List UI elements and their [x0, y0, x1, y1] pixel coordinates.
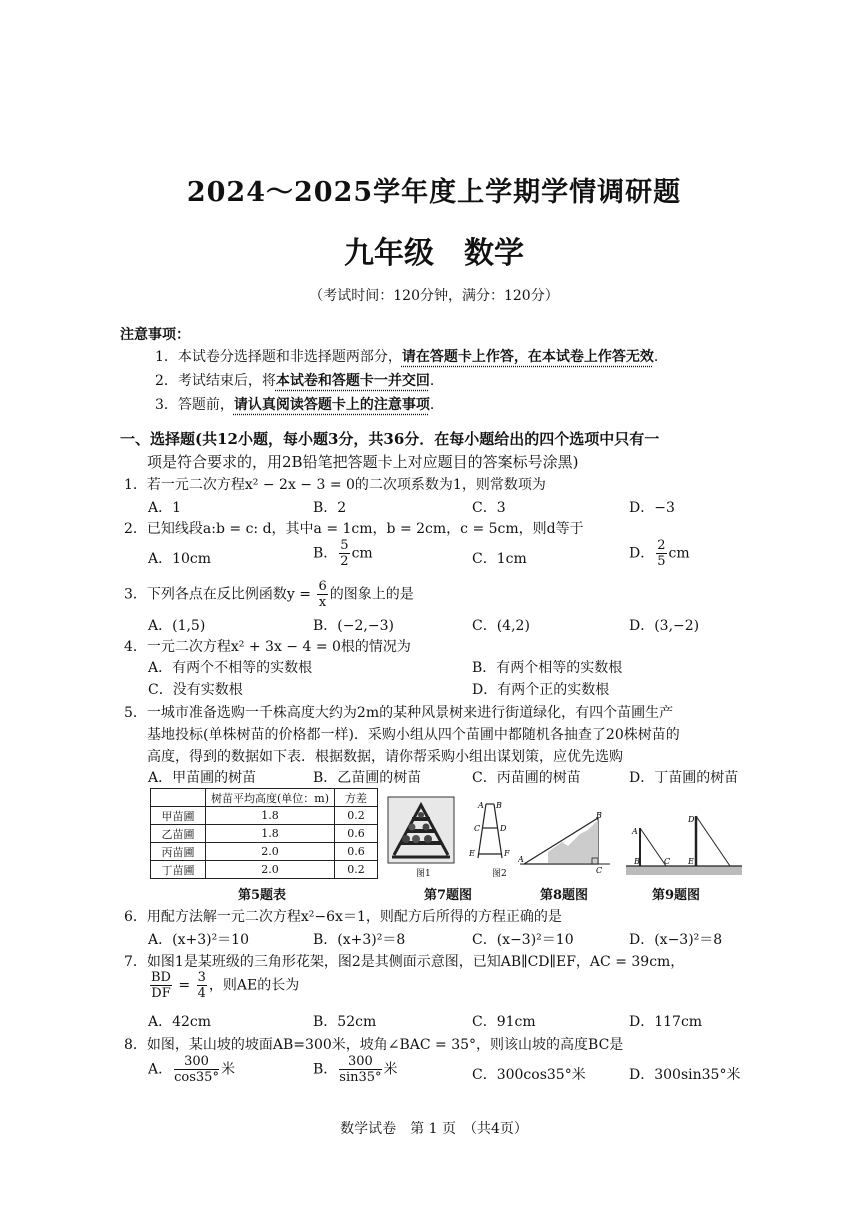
q7-option-a: A．42cm: [148, 1014, 212, 1030]
question-5-line3: 高度，得到的数据如下表．根据数据，请你帮采购小组出谋划策，应优先选购: [147, 749, 623, 765]
question-5-table: [150, 788, 378, 879]
fraction-denominator: x: [318, 595, 327, 610]
q1-option-c: C．3: [472, 500, 506, 516]
table-cell: 丁苗圃: [151, 861, 206, 879]
fraction-numerator: 300: [339, 1054, 381, 1070]
question-5-line2: 基地投标(单株树苗的价格都一样)．采购小组从四个苗圃中都随机各抽查了20株树苗的: [147, 727, 680, 743]
notice-text: ．: [653, 349, 668, 365]
table-cell: 丙苗圃: [151, 843, 206, 861]
fraction-denominator: 2: [340, 554, 349, 569]
question-7-line1: 7．如图1是某班级的三角形花架，图2是其侧面示意图，已知AB∥CD∥EF，AC = 39cm，: [124, 954, 685, 970]
table-row: [151, 843, 378, 861]
q6-option-a: A．(x+3)²＝10: [148, 932, 249, 948]
figure-8-caption: 第8题图: [540, 888, 589, 903]
q3-option-b: B．(−2,−3): [313, 618, 394, 634]
q1-option-b: B．2: [313, 500, 347, 516]
notice-item-2: [155, 370, 444, 390]
fraction: [197, 970, 207, 1001]
q7-option-b: B．52cm: [313, 1014, 377, 1030]
q3-option-c: C．(4,2): [472, 618, 530, 634]
fraction-numerator: BD: [151, 970, 171, 985]
notice-emphasis: 请在答题卡上作答，在本试卷上作答无效: [401, 349, 654, 365]
fraction: [317, 579, 327, 610]
table-cell: 0.6: [335, 825, 378, 843]
notice-emphasis: 请认真阅读答题卡上的注意事项: [233, 397, 430, 413]
question-6-stem: 6．用配方法解一元二次方程x²−6x＝1，则配方后所得的方程正确的是: [124, 909, 562, 925]
unit: cm: [351, 545, 373, 562]
q6-option-b: B．(x+3)²＝8: [313, 932, 406, 948]
point-label: B: [596, 812, 602, 820]
q4-option-d: D．有两个正的实数根: [472, 682, 610, 698]
table-cell: 1.8: [206, 807, 335, 825]
fraction-denominator: DF: [151, 986, 171, 1001]
table-cell: 0.6: [335, 843, 378, 861]
page-subtitle: 九年级 数学: [344, 236, 524, 271]
fraction: [150, 970, 172, 1001]
unit: 米: [383, 1061, 398, 1078]
point-label: A: [632, 827, 638, 836]
q6-option-c: C．(x−3)²＝10: [472, 932, 574, 948]
page-title: 2024～2025学年度上学期学情调研题: [186, 177, 682, 208]
question-2-stem: 2．已知线段a:b = c: d，其中a = 1cm，b = 2cm，c = 5cm，则d等于: [124, 521, 584, 537]
q8-option-c: C．300cos35°米: [472, 1067, 586, 1083]
q4-option-a: A．有两个不相等的实数根: [148, 660, 313, 676]
point-label: C: [596, 866, 603, 874]
notice-text: 1．本试卷分选择题和非选择题两部分，: [155, 349, 402, 365]
option-label: A．: [148, 1061, 173, 1078]
q3-option-a: A．(1,5): [148, 618, 206, 634]
point-label: A: [518, 855, 524, 864]
fig2-label: 图2: [492, 869, 507, 879]
section-heading-line2: 项是符合要求的，用2B铅笔把答题卡上对应题目的答案标号涂黑): [147, 453, 579, 471]
point-label: F: [504, 849, 510, 858]
fraction-denominator: 4: [197, 986, 206, 1001]
exam-meta: （考试时间：120分钟，满分：120分）: [309, 288, 559, 304]
question-4-stem: 4．一元二次方程x² + 3x − 4 = 0根的情况为: [124, 639, 411, 655]
table-cell: 乙苗圃: [151, 825, 206, 843]
q4-option-c: C．没有实数根: [148, 682, 243, 698]
question-8-stem: 8．如图，某山坡的坡面AB=300米，坡角∠BAC = 35°，则该山坡的高度BC是: [124, 1037, 624, 1053]
table-header-cell: 方差: [335, 789, 378, 807]
point-label: B: [496, 801, 502, 810]
q7-option-d: D．117cm: [629, 1014, 703, 1030]
figure-7-caption: 第7题图: [424, 888, 473, 903]
fraction-numerator: 2: [657, 538, 666, 553]
flower-rack-photo: [386, 795, 456, 865]
q8-option-b: [313, 1054, 398, 1085]
q2-option-d: [629, 538, 690, 569]
stem-text: 的图象上的是: [329, 586, 414, 603]
notice-text: ．: [429, 397, 444, 413]
q2-option-a: A．10cm: [148, 551, 212, 567]
flower-rack-diagram: [466, 798, 518, 868]
q3-option-d: D．(3,−2): [629, 618, 700, 634]
q5-option-a: A．甲苗圃的树苗: [148, 770, 257, 786]
shadow-diagram: [626, 808, 742, 878]
notice-heading: 注意事项：: [120, 327, 190, 343]
unit: 米: [220, 1061, 235, 1078]
fraction: [174, 1054, 219, 1085]
table-cell: 2.0: [206, 843, 335, 861]
table-header-cell: [151, 789, 206, 807]
unit: cm: [668, 545, 690, 562]
notice-item-3: [155, 394, 444, 414]
fraction-denominator: sin35°: [339, 1070, 382, 1085]
fig1-label: 图1: [416, 869, 431, 879]
question-1-stem: 1．若一元二次方程x² − 2x − 3 = 0的二次项系数为1，则常数项为: [124, 477, 546, 493]
point-label: A: [478, 801, 484, 810]
stem-text: ，则AE的长为: [208, 977, 300, 994]
table-header-cell: 树苗平均高度(单位：m): [206, 789, 335, 807]
fraction-numerator: 3: [197, 970, 206, 985]
table-cell: 1.8: [206, 825, 335, 843]
table-row: [151, 807, 378, 825]
fraction-numerator: 300: [174, 1054, 219, 1070]
point-label: C: [474, 824, 481, 833]
notice-item-1: [155, 346, 668, 366]
table-row: [151, 861, 378, 879]
q5-option-c: C．丙苗圃的树苗: [472, 770, 581, 786]
option-label: B．: [313, 1061, 338, 1078]
point-label: D: [500, 824, 507, 833]
question-7-line2: [148, 970, 299, 1001]
point-label: D: [688, 815, 695, 824]
fraction: [339, 1054, 381, 1085]
table-cell: 0.2: [335, 861, 378, 879]
point-label: B: [634, 857, 640, 866]
q5-option-b: B．乙苗圃的树苗: [313, 770, 422, 786]
option-label: D．: [629, 545, 655, 562]
q4-option-b: B．有两个相等的实数根: [472, 660, 623, 676]
point-label: E: [469, 849, 475, 858]
fraction-numerator: 6: [318, 579, 327, 594]
fraction: [656, 538, 666, 569]
q2-option-b: [313, 538, 373, 569]
q1-option-d: D．−3: [629, 500, 675, 516]
option-label: B．: [313, 545, 338, 562]
page-footer: 数学试卷 第 1 页 （共4页）: [340, 1121, 528, 1137]
table-5-caption: 第5题表: [238, 888, 287, 903]
notice-text: 2．考试结束后，将: [155, 373, 276, 389]
q8-option-a: [148, 1054, 235, 1085]
table-header-row: [151, 789, 378, 807]
table-row: [151, 825, 378, 843]
notice-text: 3．答题前，: [155, 397, 234, 413]
fraction-denominator: cos35°: [174, 1070, 219, 1085]
stem-text: =: [173, 977, 195, 994]
section-heading-line1: [120, 428, 659, 449]
stem-text: 3．下列各点在反比例函数y =: [124, 586, 316, 603]
fraction: [339, 538, 349, 569]
fraction-numerator: 5: [340, 538, 349, 553]
point-label: C: [664, 857, 671, 866]
q7-option-c: C．91cm: [472, 1014, 536, 1030]
section-heading: 一、选择题(共12小题，每小题3分，共36分．在每小题给出的四个选项中只有一: [120, 430, 660, 448]
notice-emphasis: 本试卷和答题卡一并交回: [275, 373, 430, 389]
q5-option-d: D．丁苗圃的树苗: [629, 770, 739, 786]
table-cell: 甲苗圃: [151, 807, 206, 825]
question-5-line1: 5．一城市准备选购一千株高度大约为2m的某种风景树来进行街道绿化，有四个苗圃生产: [124, 705, 674, 721]
notice-text: ．: [429, 373, 444, 389]
table-cell: 0.2: [335, 807, 378, 825]
q8-option-d: D．300sin35°米: [629, 1067, 741, 1083]
figure-9-caption: 第9题图: [652, 888, 701, 903]
q2-option-c: C．1cm: [472, 551, 527, 567]
slope-diagram: [518, 812, 612, 874]
q6-option-d: D．(x−3)²＝8: [629, 932, 723, 948]
fraction-denominator: 5: [657, 554, 666, 569]
table-cell: 2.0: [206, 861, 335, 879]
q1-option-a: A．1: [148, 500, 182, 516]
point-label: E: [688, 857, 694, 866]
question-3-stem: [124, 579, 414, 610]
